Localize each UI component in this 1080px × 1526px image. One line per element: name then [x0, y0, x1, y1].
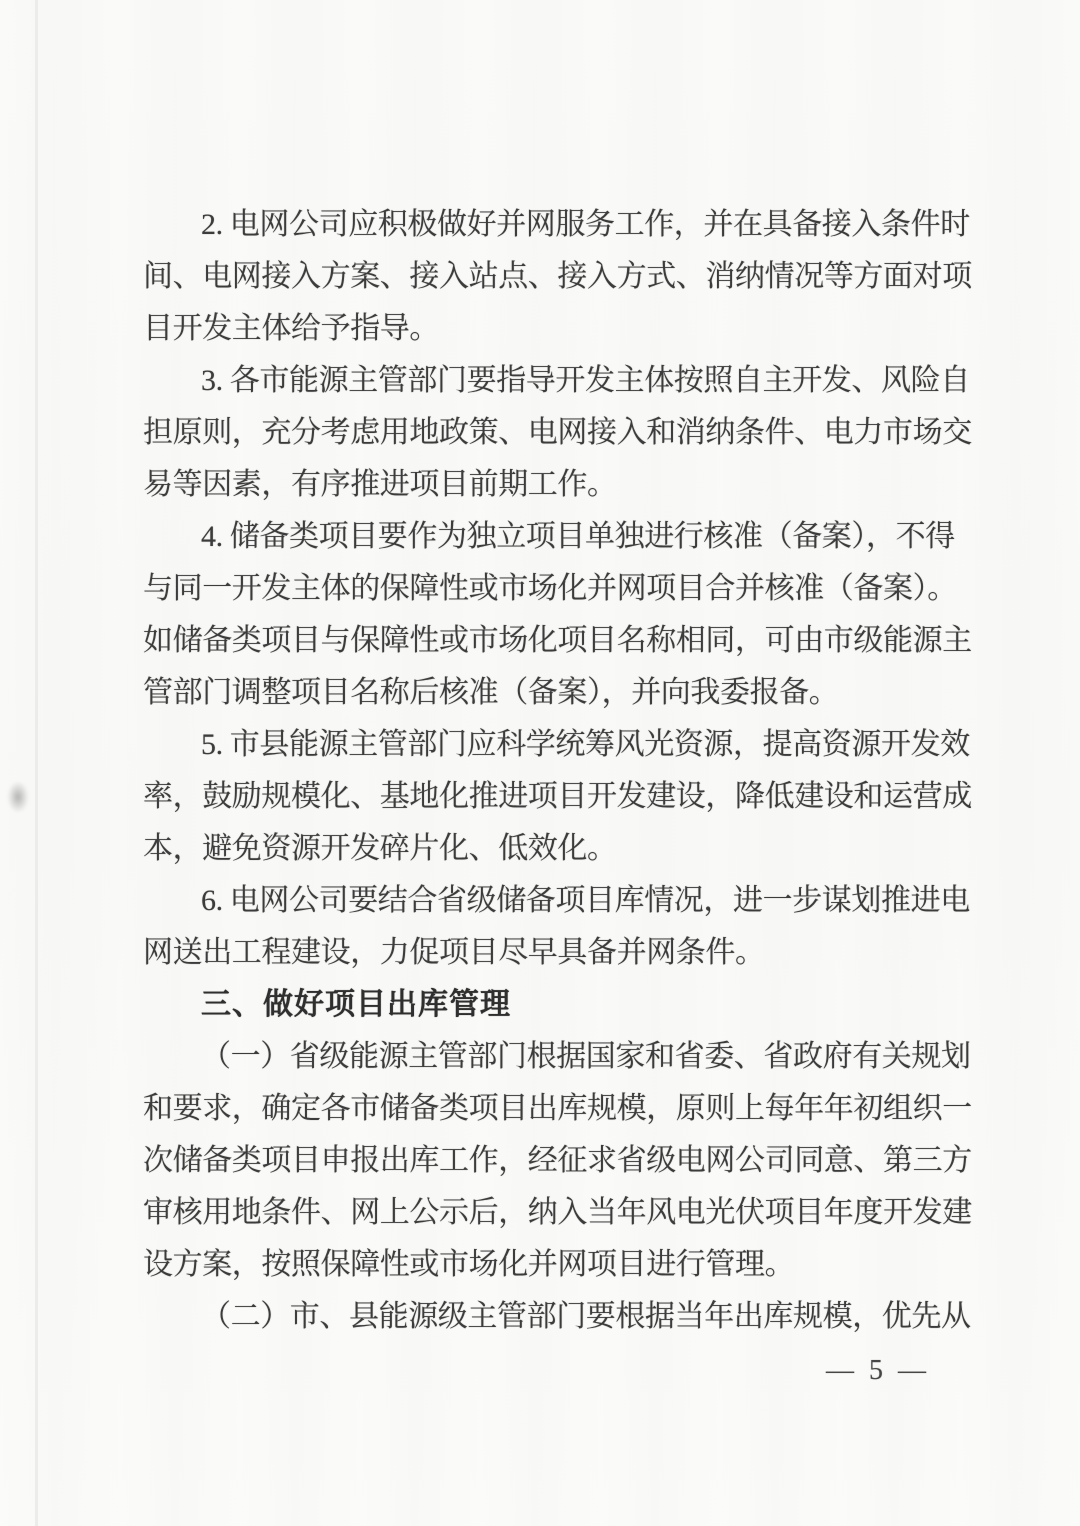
scan-smudge-artifact — [8, 782, 28, 812]
paragraph-line: 担原则，充分考虑用地政策、电网接入和消纳条件、电力市场交 — [143, 416, 972, 449]
paragraph-line: 间、电网接入方案、接入站点、接入方式、消纳情况等方面对项 — [143, 260, 972, 293]
paragraph-line: 本，避免资源开发碎片化、低效化。 — [143, 832, 617, 865]
paragraph-line: 管部门调整项目名称后核准（备案），并向我委报备。 — [143, 676, 839, 709]
paragraph-line: 3. 各市能源主管部门要指导开发主体按照自主开发、风险自 — [201, 364, 970, 397]
section-heading-3 — [143, 979, 949, 1031]
scan-streak-artifact — [35, 0, 38, 1526]
paragraph-2 — [143, 199, 972, 355]
paragraph-line: 如储备类项目与保障性或市场化项目名称相同，可由市级能源主 — [143, 624, 972, 657]
document-body — [143, 199, 972, 1343]
paragraph-line: 次储备类项目申报出库工作，经征求省级电网公司同意、第三方 — [143, 1144, 972, 1177]
section-heading-text: 三、做好项目出库管理 — [201, 988, 511, 1021]
paragraph-line: 目开发主体给予指导。 — [143, 312, 439, 345]
paragraph-line: 易等因素，有序推进项目前期工作。 — [143, 468, 617, 501]
paragraph-line: 率，鼓励规模化、基地化推进项目开发建设，降低建设和运营成 — [143, 780, 972, 813]
page-number: — 5 — — [826, 1355, 930, 1386]
paragraph-5 — [143, 719, 972, 875]
paragraph-item-1 — [143, 1031, 972, 1291]
paragraph-line: （二）市、县能源级主管部门要根据当年出库规模，优先从 — [201, 1300, 971, 1333]
paragraph-3 — [143, 355, 972, 511]
paragraph-line: 设方案，按照保障性或市场化并网项目进行管理。 — [143, 1248, 795, 1281]
paragraph-line: 与同一开发主体的保障性或市场化并网项目合并核准（备案）。 — [143, 572, 957, 605]
paragraph-line: 网送出工程建设，力促项目尽早具备并网条件。 — [143, 936, 765, 969]
paragraph-line: 5. 市县能源主管部门应科学统筹风光资源，提高资源开发效 — [201, 728, 970, 761]
paragraph-line: （一）省级能源主管部门根据国家和省委、省政府有关规划 — [201, 1040, 971, 1073]
paragraph-line: 6. 电网公司要结合省级储备项目库情况，进一步谋划推进电 — [201, 884, 970, 917]
paragraph-line: 审核用地条件、网上公示后，纳入当年风电光伏项目年度开发建 — [143, 1196, 972, 1229]
paragraph-item-2 — [143, 1291, 971, 1343]
paragraph-line: 和要求，确定各市储备类项目出库规模，原则上每年年初组织一 — [143, 1092, 972, 1125]
paragraph-line: 4. 储备类项目要作为独立项目单独进行核准（备案），不得 — [201, 520, 955, 553]
paragraph-4 — [143, 511, 972, 719]
paragraph-line: 2. 电网公司应积极做好并网服务工作，并在具备接入条件时 — [201, 208, 970, 241]
paragraph-6 — [143, 875, 970, 979]
